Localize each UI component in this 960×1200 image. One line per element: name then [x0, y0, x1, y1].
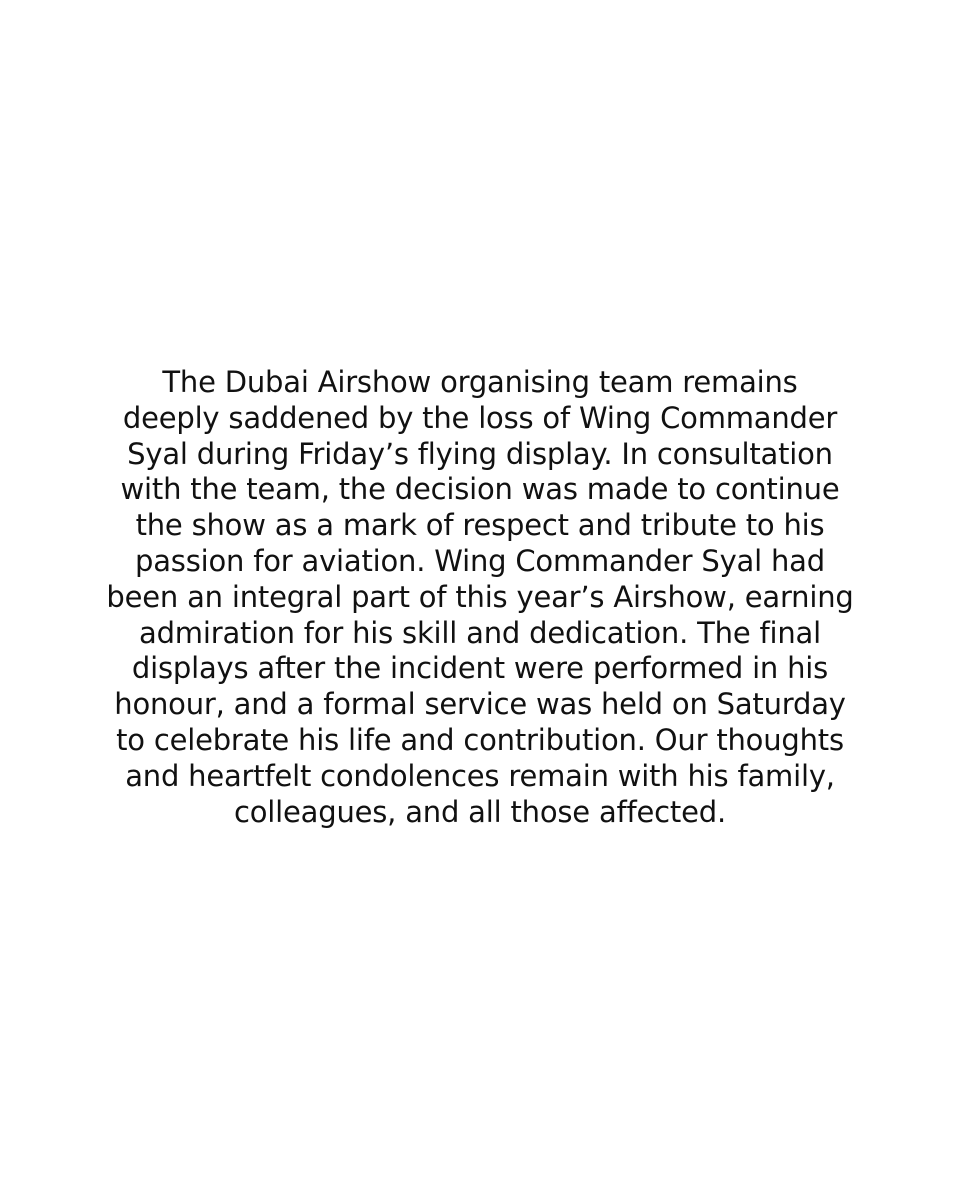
statement-line: with the team, the decision was made to continue [120, 472, 840, 507]
statement-line: to celebrate his life and contribution. Our thoughts [116, 722, 844, 757]
statement-text [0, 365, 960, 830]
statement-line: been an integral part of this year’s Airshow, earning [106, 579, 854, 614]
statement-line: and heartfelt condolences remain with his family, [125, 758, 835, 793]
statement-line: colleagues, and all those affected. [234, 794, 726, 829]
statement-line: passion for aviation. Wing Commander Syal had [135, 543, 825, 578]
statement-line: honour, and a formal service was held on Saturday [114, 687, 846, 722]
statement-line: The Dubai Airshow organising team remains [162, 365, 798, 399]
statement-line: the show as a mark of respect and tribute to his [135, 508, 825, 543]
statement-line: deeply saddened by the loss of Wing Commander [122, 400, 838, 435]
statement-line: admiration for his skill and dedication. The final [139, 615, 821, 650]
statement-line: Syal during Friday’s flying display. In consultation [127, 436, 833, 471]
statement-line: displays after the incident were performed in his [131, 651, 829, 686]
